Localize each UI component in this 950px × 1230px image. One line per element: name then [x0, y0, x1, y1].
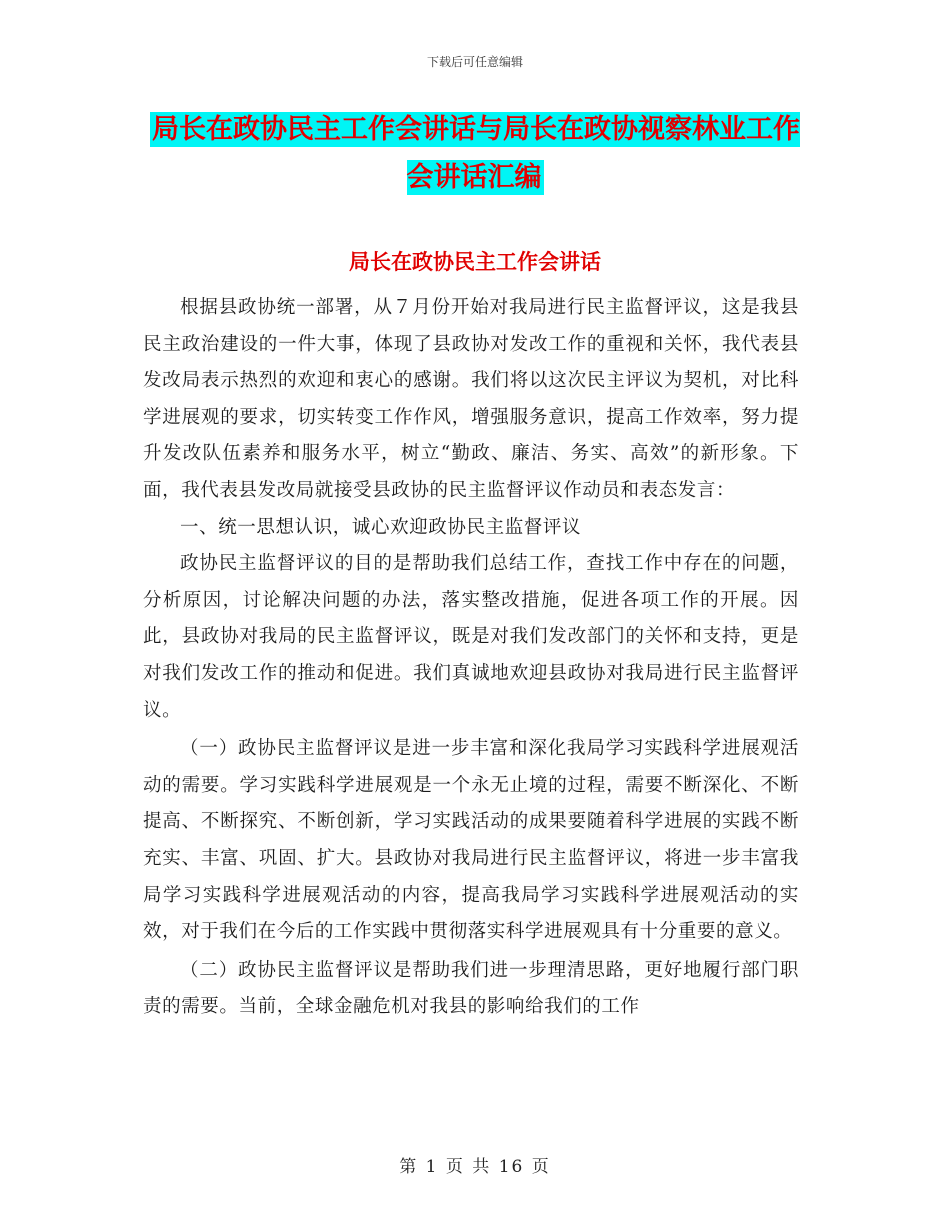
document-title-text: 局长在政协民主工作会讲话与局长在政协视察林业工作会讲话汇编 — [152, 114, 800, 193]
paragraph: （二）政协民主监督评议是帮助我们进一步理清思路，更好地履行部门职责的需要。当前，全球金融危机对我县的影响给我们的工作 — [143, 959, 799, 1018]
header-note: 下载后可任意编辑 — [426, 55, 523, 69]
document-body — [143, 290, 799, 1026]
paragraph: （一）政协民主监督评议是进一步丰富和深化我局学习实践科学进展观活动的需要。学习实践科学进展观是一个永无止境的过程，需要不断深化、不断提高、不断探究、不断创新，学习实践活动的成果要随着科学进展的实践不断充实、丰富、巩固、扩大。县政协对我局进行民主监督评议，将进一步丰富我局学习实践科学进展观活动的内容，提高我局学习实践科学进展观活动的实效，对于我们在今后的工作实践中贯彻落实科学进展观具有十分重要的意义。 — [143, 738, 799, 943]
paragraph: 政协民主监督评议的目的是帮助我们总结工作，查找工作中存在的问题，分析原因，讨论解决问题的办法，落实整改措施，促进各项工作的开展。因此，县政协对我局的民主监督评议，既是对我们发改部门的关怀和支持，更是对我们发改工作的推动和促进。我们真诚地欢迎县政协对我局进行民主监督评议。 — [143, 553, 799, 721]
document-title — [140, 106, 810, 202]
paragraph-heading: 一、统一思想认识，诚心欢迎政协民主监督评议 — [180, 516, 582, 538]
page-footer: 第 1 页 共 16 页 — [399, 1157, 551, 1177]
section-title: 局长在政协民主工作会讲话 — [349, 249, 601, 274]
paragraph: 根据县政协统一部署，从７月份开始对我局进行民主监督评议，这是我县民主政治建设的一件大事，体现了县政协对发改工作的重视和关怀，我代表县发改局表示热烈的欢迎和衷心的感谢。我们将以这次民主评议为契机，对比科学进展观的要求，切实转变工作作风，增强服务意识，提高工作效率，努力提升发改队伍素养和服务水平，树立“勤政、廉洁、务实、高效”的新形象。下面，我代表县发改局就接受县政协的民主监督评议作动员和表态发言： — [143, 297, 799, 501]
